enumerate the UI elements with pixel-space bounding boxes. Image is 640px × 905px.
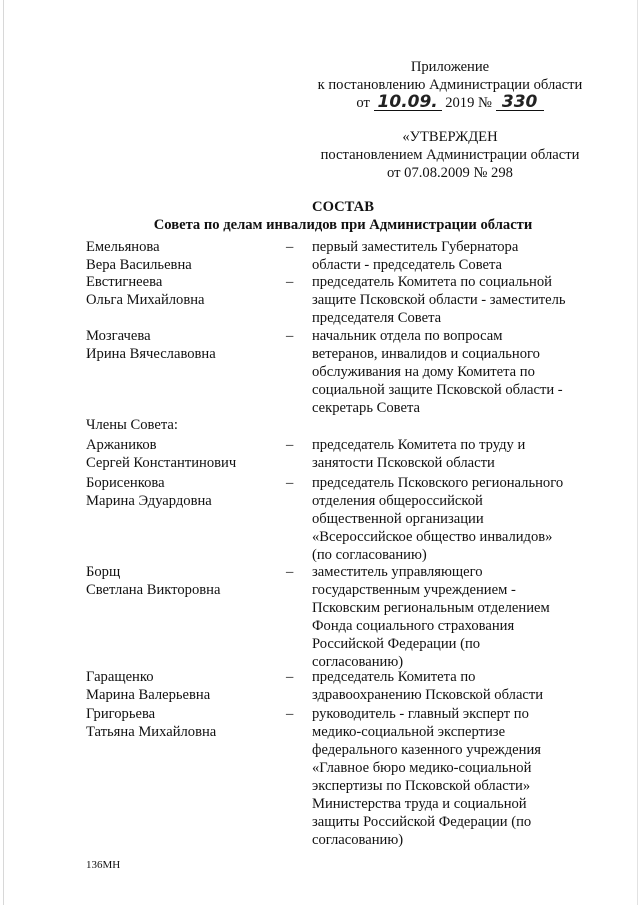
member-dash: –	[286, 274, 294, 290]
appendix-date-line	[300, 94, 600, 112]
approval-block	[300, 128, 600, 182]
member-dash: –	[286, 328, 294, 344]
member-dash: –	[286, 706, 294, 722]
scan-edge-left	[3, 0, 4, 905]
member-role: начальник отдела по вопросам ветеранов, инвалидов и социального обслуживания на дому Комитета по социальной защите Псковской области - секретарь Совета	[312, 328, 563, 416]
year-text: 2019 №	[445, 95, 492, 111]
appendix-reference: к постановлению Администрации области	[317, 77, 583, 93]
member-role: председатель Комитета по труду и занятости Псковской области	[312, 437, 526, 471]
date-prefix: от	[356, 95, 370, 111]
approval-line-3: от 07.08.2009 № 298	[387, 165, 513, 181]
member-role: заместитель управляющего государственным учреждением - Псковским региональным отделением Фонда социального страхования Российской Федерации (по согласованию)	[312, 564, 550, 670]
handwritten-number: 330	[496, 94, 544, 111]
member-dash: –	[286, 564, 294, 580]
member-name: Борщ Светлана Викторовна	[86, 564, 221, 598]
scan-edge-right	[637, 0, 638, 905]
member-role: председатель Комитета по здравоохранению Псковской области	[312, 669, 544, 703]
document-subtitle: Совета по делам инвалидов при Администрации области	[153, 217, 533, 233]
footer-code: 136МН	[86, 859, 121, 871]
member-name: Емельянова Вера Васильевна	[86, 239, 192, 273]
member-role: руководитель - главный эксперт по медико-социальной экспертизе федерального казенного учреждения «Главное бюро медико-социальной экспертизы по Псковской области» Министерства труда и социальной защиты Российской Федерации (по согласованию)	[312, 706, 541, 848]
member-name: Гаращенко Марина Валерьевна	[86, 669, 211, 703]
member-dash: –	[286, 669, 294, 685]
members-heading: Члены Совета:	[86, 417, 178, 433]
member-name: Аржаников Сергей Константинович	[86, 437, 237, 471]
appendix-header	[300, 58, 600, 112]
member-name: Григорьева Татьяна Михайловна	[86, 706, 217, 740]
member-role: первый заместитель Губернатора области - председатель Совета	[312, 239, 519, 273]
member-role: председатель Комитета по социальной защите Псковской области - заместитель председателя Совета	[312, 274, 566, 326]
member-dash: –	[286, 437, 294, 453]
member-dash: –	[286, 475, 294, 491]
appendix-label: Приложение	[410, 59, 490, 75]
member-name: Евстигнеева Ольга Михайловна	[86, 274, 205, 308]
approval-line-1: «УТВЕРЖДЕН	[402, 129, 498, 145]
member-name: Мозгачева Ирина Вячеславовна	[86, 328, 216, 362]
member-dash: –	[286, 239, 294, 255]
member-name: Борисенкова Марина Эдуардовна	[86, 475, 212, 509]
document-title: СОСТАВ	[312, 199, 374, 215]
approval-line-2: постановлением Администрации области	[320, 147, 580, 163]
member-role: председатель Псковского регионального отделения общероссийской общественной организации «Всероссийское общество инвалидов» (по согласованию)	[312, 475, 564, 563]
handwritten-date: 10.09.	[374, 94, 442, 111]
